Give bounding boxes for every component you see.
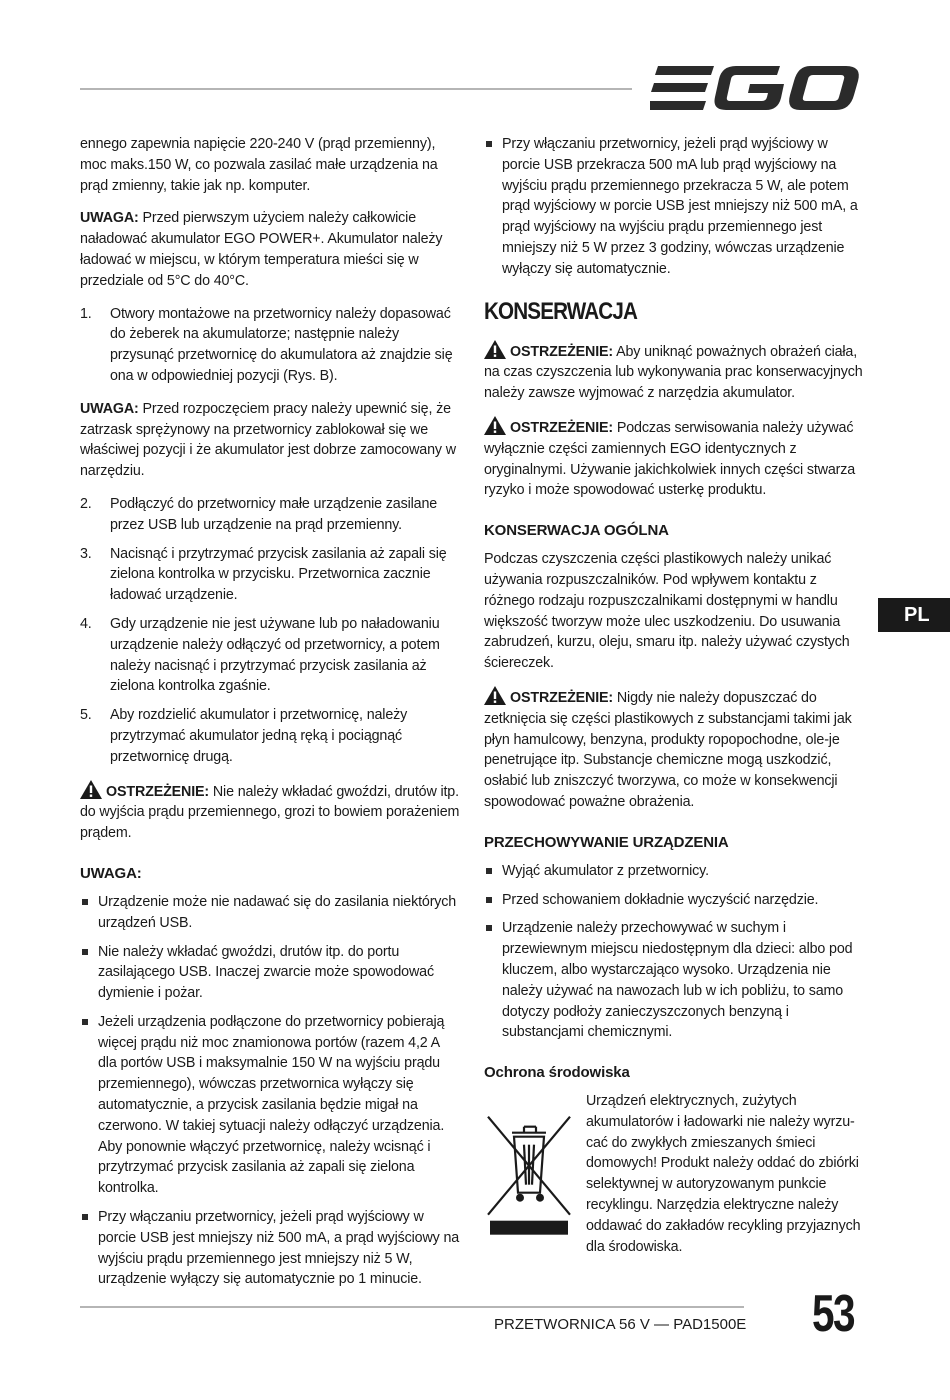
list-item: Przed schowaniem dokładnie wyczyścić narzędzie. [484,890,864,911]
steps-list-1 [80,304,460,387]
list-item: Przy włączaniu przetwornicy, jeżeli prąd wyjściowy w porcie USB jest mniejszy niż 500 mA, a prąd wyjściowy na wyjściu prądu przemiennego jest mniejszy niż 5 W, urządzenie wyłączy się automatycznie po 1 minucie. [80,1207,460,1290]
storage-heading: PRZECHOWYWANIE URZĄDZENIA [484,833,729,851]
warning-ac-output: OSTRZEŻENIE: Nie należy wkładać gwoździ, drutów itp. do wyjścia prądu przemiennego, grozi to bowiem porażeniem prądem. [80,780,460,844]
list-item: Urządzenie należy przechowywać w suchym i przewiewnym miejscu niedostępnym dla dzieci: albo pod kluczem, albo wystarczająco wysoko. Urządzenia nie należy używać na nawozach lub w ich pobliżu, to samo dotyczy podłoży zanieczyszczonych benzyną i substancjami chemicznymi. [484,918,864,1043]
step-item: 3. Nacisnąć i przytrzymać przycisk zasilania aż zapali się zielona kontrolka w przycisku. Przetwornica zacznie ładować urządzenie. [80,545,447,604]
list-item: Wyjąć akumulator z przetwornicy. [484,861,864,882]
list-item: Urządzenie może nie nadawać się do zasilania niektórych urządzeń USB. [80,892,460,934]
warning-triangle-icon [484,340,506,359]
language-tab: PL [878,598,950,632]
page-number: 53 [812,1285,854,1343]
steps-list-2 [80,494,460,768]
intro-paragraph: ennego zapewnia napięcie 220-240 V (prąd przemienny), moc maks.150 W, co pozwala zasilać małe urządzenia na prąd zmienny, takie jak np. komputer. [80,136,438,194]
note-first-use: UWAGA: Przed pierwszym użyciem należy całkowicie naładować akumulator EGO POWER+. Akumulator należy ładować w miejscu, w którym temperatura mieści się w przedziale od 5°C do 40°C. [80,210,443,289]
general-maintenance-text: Podczas czyszczenia części plastikowych należy unikać używania rozpuszczalników. Pod wpływem kontaktu z różnego rodzaju rozpuszczalnikami dostępnymi w handlu większość tworzyw może ulec uszkodzeniu. Do usuwania zabrudzeń, kurzu, oleju, smaru itp. należy używać czystych ściereczek. [484,551,850,672]
top-bullets [484,134,864,280]
list-item: Przy włączaniu przetwornicy, jeżeli prąd wyjściowy w porcie USB przekracza 500 mA lub prąd wyjściowy na wyjściu prądu przemiennego przekracza 5 W, ale potem prąd wyjściowy w porcie USB jest mniejszy niż 500 mA, a prąd wyjściowy na wyjściu prądu przemiennego jest mniejszy niż 5 W przez 3 godziny, wówczas urządzenie wyłączy się automatycznie. [484,134,864,280]
warning-spare-parts: OSTRZEŻENIE: Podczas serwisowania należy używać wyłącznie części zamiennych EGO identycznych z oryginalnymi. Używanie jakichkolwiek innych części stwarza ryzyko i może spowodować usterkę produktu. [484,416,864,501]
konserwacja-heading: KONSERWACJA [484,297,638,325]
footer-model: PRZETWORNICA 56 V — PAD1500E [494,1316,747,1333]
uwaga-bullets [80,892,460,1290]
warning-triangle-icon [484,416,506,435]
footer-rule [80,1306,744,1308]
step-item: 5. Aby rozdzielić akumulator i przetwornicę, należy przytrzymać akumulator jedną ręką i pociągnąć przetwornicę drugą. [80,707,408,765]
environment-block [484,1091,864,1257]
warning-chemicals: OSTRZEŻENIE: Nigdy nie należy dopuszczać do zetknięcia się części plastikowych z substancjami takimi jak płyn hamulcowy, benzyna, produkty ropopochodne, ole-je penetrujące itp. Substancje chemiczne mogą uszkodzić, osłabić lub zniszczyć tworzywa, co może w konsekwencji spowodować poważne obrażenia. [484,686,864,813]
environment-text: Urządzeń elektrycznych, zużytych akumulatorów i ładowarki nie należy wyrzu-cać do zwykłych zmieszanych śmieci domowych! Produkt należy oddać do zbiórki selektywnej w autoryzowanym punkcie recyklingu. Narzędzia elektryczne należy oddawać do zakładów recykling przyjaznych dla środowiska. [586,1093,861,1255]
note-latch: UWAGA: Przed rozpoczęciem pracy należy upewnić się, że zatrzask sprężynowy na przetwornicy zablokował się we właściwej pozycji i że akumulator jest dobrze zamocowany w narzędziu. [80,400,456,480]
header-rule [80,88,632,90]
list-item: Jeżeli urządzenia podłączone do przetwornicy pobierają więcej prądu niż moc znamionowa portów (razem 4,2 A dla portów USB i maksymalnie 150 W na wyjściu prądu przemiennego), wówczas przetwornica wyłączy się automatycznie, a przycisk zasilania będzie migał na czerwono. W takiej sytuacji należy odłączyć urządzenia. Aby ponownie włączyć przetwornicę, należy wcisnąć i przytrzymać przycisk zasilania aż zapali się zielona kontrolka. [80,1012,460,1199]
left-column [80,134,460,1302]
warning-triangle-icon [484,686,506,705]
step-item: 4. Gdy urządzenie nie jest używane lub po naładowaniu urządzenie należy odłączyć od przetwornicy, a potem należy nacisnąć i przytrzymać przycisk zasilania aż zielona kontrolka zgaśnie. [80,615,440,695]
ego-logo [650,62,862,114]
crossed-bin-icon [484,1093,574,1257]
uwaga-heading: UWAGA: [80,864,142,882]
step-item: 2. Podłączyć do przetwornicy małe urządzenie zasilane przez USB lub urządzenie na prąd przemienny. [80,495,438,533]
step-item: 1. Otwory montażowe na przetwornicy należy dopasować do żeberek na akumulatorze; następnie należy przysunąć przetwornicę do akumulatora aż znajdzie się ona w odpowiedniej pozycji (Rys. B). [80,305,453,384]
right-column [484,134,864,1257]
general-maintenance-heading: KONSERWACJA OGÓLNA [484,522,669,540]
warning-triangle-icon [80,780,102,799]
warning-remove-battery: OSTRZEŻENIE: Aby uniknąć poważnych obrażeń ciała, na czas czyszczenia lub wykonywania prac konserwacyjnych należy zawsze wyjmować z narzędzia akumulator. [484,340,864,404]
environment-heading: Ochrona środowiska [484,1064,630,1082]
list-item: Nie należy wkładać gwoździ, drutów itp. do portu zasilającego USB. Inaczej zwarcie może spowodować dymienie i pożar. [80,942,460,1004]
storage-bullets [484,861,864,1043]
